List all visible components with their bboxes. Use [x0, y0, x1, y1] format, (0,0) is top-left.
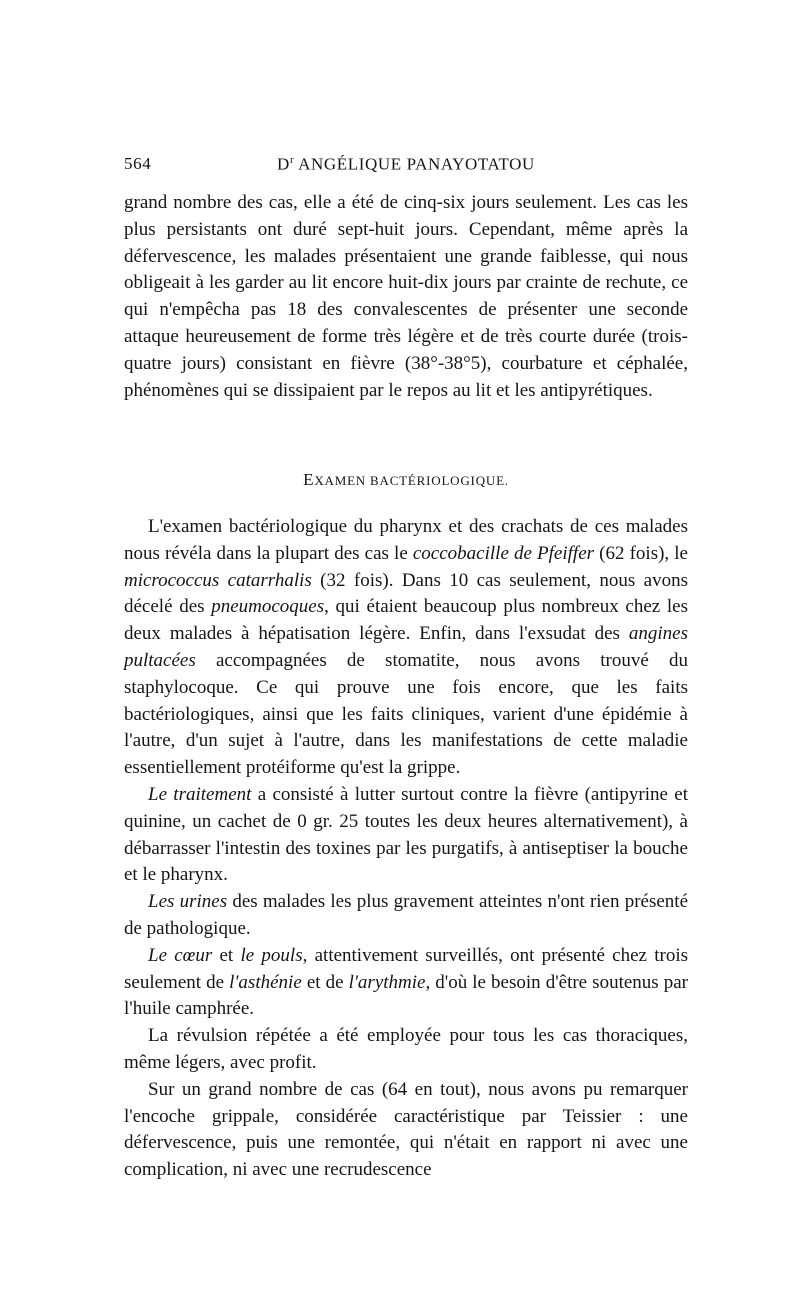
text-run: L'examen bactériologique du pharynx et des crachats de ces malades nous révéla dans la plupart des cas le — [124, 516, 688, 564]
author-prefix-sup: r — [289, 154, 295, 166]
paragraph-fever-duration: grand nombre des cas, elle a été de cinq-six jours seulement. Les cas les plus persistants ont duré sept-huit jours. Cependant, même après la défervescence, les malades présentaient une grande faiblesse, qui nous obligeait à les garder au lit encore huit-dix jours par crainte de rechute, ce qui n'empêcha pas 18 des convalescentes de présenter une seconde attaque heureusement de forme très légère et de très courte durée (trois-quatre jours) consistant en fièvre (38°-38°5), courbature et céphalée, phénomènes qui se dissipaient par le repos au lit et les antipyrétiques. — [124, 192, 688, 401]
paragraph-heart-pulse — [124, 943, 688, 1023]
italic-run: pneumocoques — [211, 596, 325, 618]
page-number: 564 — [124, 154, 152, 173]
text-run: (62 fois), le — [594, 542, 688, 564]
text-run: des malades les plus gravement atteintes n'ont rien présenté de pathologique. — [124, 891, 688, 939]
section-heading-rest: XAMEN BACTÉRIOLOGIQUE. — [314, 473, 509, 488]
text-run: , d'où le besoin d'être soutenus par l'huile camphrée. — [124, 971, 688, 1020]
italic-run: le pouls — [240, 944, 303, 966]
italic-run: Les urines — [148, 891, 228, 913]
paragraph-urines — [124, 889, 688, 943]
author-name: ANGÉLIQUE PANAYOTATOU — [298, 154, 535, 174]
text-run: a consisté à lutter surtout contre la fièvre (antipyrine et quinine, un cachet de 0 gr. 25 toutes les deux heures alternativement), à débarrasser l'intestin des toxines par les purgatifs, à antiseptiser la bouche et le pharynx. — [124, 783, 688, 886]
page-header — [124, 150, 688, 180]
text-run: , attentivement surveillés, ont présenté chez trois seulement de — [124, 944, 688, 993]
italic-run: l'asthénie — [229, 971, 302, 993]
paragraph-treatment — [124, 782, 688, 889]
author-prefix: D — [277, 154, 290, 174]
section-heading-initial: E — [303, 470, 315, 489]
paragraph-grippal-notch: Sur un grand nombre de cas (64 en tout), nous avons pu remarquer l'encoche grippale, considérée caractéristique par Teissier : une défervescence, puis une remontée, qui n'était en rapport ni avec une complication, ni avec une recrudescence — [124, 1078, 688, 1181]
text-block-bottom — [124, 514, 688, 1184]
text-block-top — [124, 190, 688, 404]
text-run: (32 fois). Dans 10 cas seulement, nous avons décelé des — [124, 569, 688, 618]
italic-run: angines pultacées — [124, 623, 688, 671]
text-run: et de — [301, 971, 349, 993]
paragraph-revulsion: La révulsion répétée a été employée pour tous les cas thoraciques, même légers, avec profit. — [124, 1025, 688, 1073]
italic-run: coccobacille de Pfeiffer — [412, 542, 595, 564]
running-head — [124, 154, 688, 175]
italic-run: micrococcus catarrhalis — [124, 569, 312, 591]
text-run: , qui étaient beaucoup plus nombreux chez les deux malades à hépatisation légère. Enfin, dans l'exsudat des — [124, 596, 688, 645]
italic-run: Le traitement — [148, 783, 252, 805]
italic-run: l'arythmie — [348, 971, 426, 993]
section-heading — [124, 470, 688, 490]
text-run: et — [212, 944, 241, 966]
italic-run: Le cœur — [148, 944, 213, 966]
paragraph-bacteriology — [124, 514, 688, 782]
text-run: accompagnées de stomatite, nous avons trouvé du staphylocoque. Ce qui prouve une fois encore, que les faits bactériologiques, ainsi que les faits cliniques, varient d'une épidémie à l'autre, d'un sujet à l'autre, dans les manifestations de cette maladie essentiellement protéiforme qu'est la grippe. — [124, 649, 688, 779]
